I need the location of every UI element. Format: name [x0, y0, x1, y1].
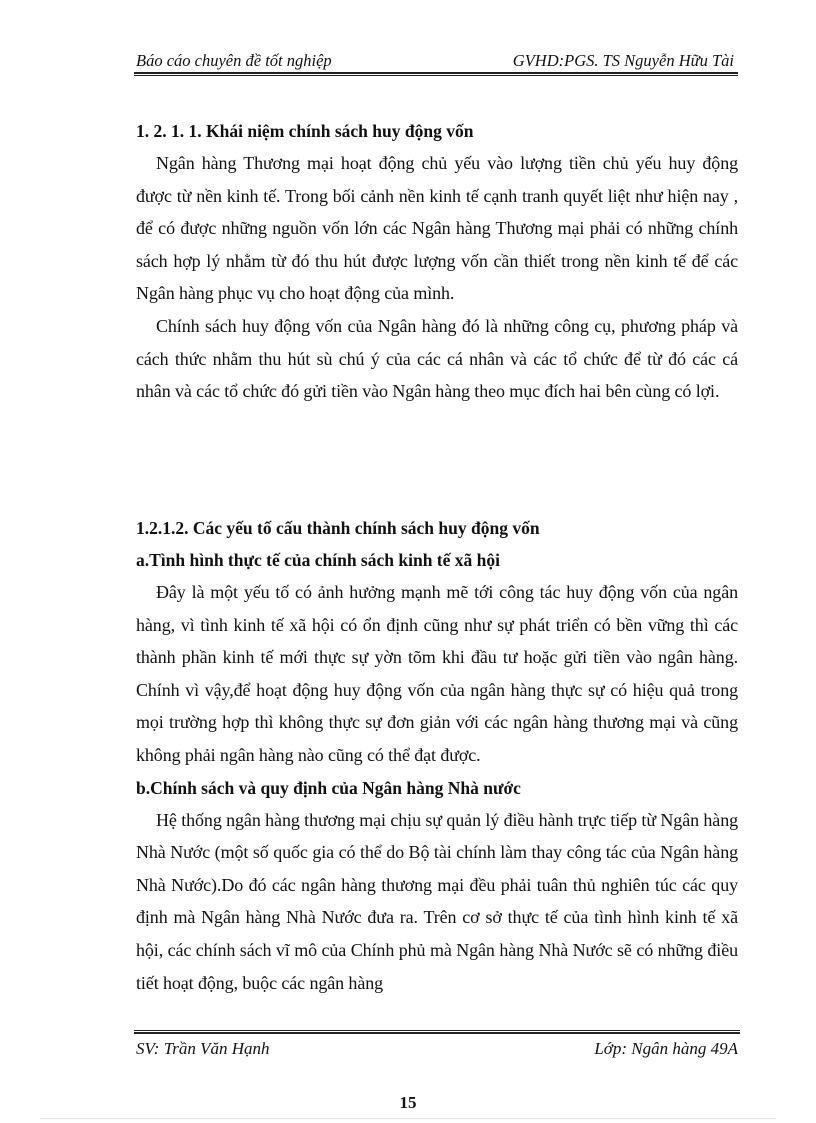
- paragraph: Hệ thống ngân hàng thương mại chịu sự quản lý điều hành trực tiếp từ Ngân hàng Nhà Nước (một số quốc gia có thể do Bộ tài chính làm thay công tác của Ngân hàng Nhà Nước).Do đó các ngân hàng thương mại đều phải tuân thủ nghiên túc các quy định mà Ngân hàng Nhà Nước đưa ra. Trên cơ sở thực tế của tình hình kinh tế xã hội, các chính sách vĩ mô của Chính phủ mà Ngân hàng Nhà Nước sẽ có những điều tiết hoạt động, buộc các ngân hàng: [136, 809, 738, 993]
- paragraph: Chính sách huy động vốn của Ngân hàng đó là những công cụ, phương pháp và cách thức nhằm thu hút sù chú ý của các cá nhân và các tổ chức để từ đó các cá nhân và các tổ chức đó gửi tiền vào Ngân hàng theo mục đích hai bên cùng có lợi.: [136, 315, 738, 402]
- paragraph: Ngân hàng Thương mại hoạt động chủ yếu vào lượng tiền chủ yếu huy động được từ nền kinh tế. Trong bối cảnh nền kinh tế cạnh tranh quyết liệt như hiện nay , để có được những nguồn vốn lớn các Ngân hàng Thương mại phải có những chính sách hợp lý nhằm từ đó thu hút được lượng vốn cần thiết trong nền kinh tế để các Ngân hàng phục vụ cho hoạt động của mình.: [136, 153, 738, 304]
- paragraph: Đây là một yếu tố có ảnh hưởng mạnh mẽ tới công tác huy động vốn của ngân hàng, vì tình kinh tế xã hội có ổn định cũng như sự phát triển có bền vững thì các thành phần kinh tế mới thực sự yờn tõm khi đầu tư hoặc gửi tiền vào ngân hàng. Chính vì vậy,để hoạt động huy động vốn của ngân hàng thực sự có hiệu quả trong mọi trường hợp thì không thực sự đơn giản với các ngân hàng thương mại và cũng không phải ngân hàng nào cũng có thể đạt được.: [136, 582, 738, 765]
- section-heading-1-2-1-2: 1.2.1.2. Các yếu tố cấu thành chính sách huy động vốn: [136, 518, 540, 538]
- section-heading-1-2-1-1: 1. 2. 1. 1. Khái niệm chính sách huy động vốn: [136, 121, 474, 141]
- page-number: 15: [399, 1093, 417, 1112]
- footer-divider: [134, 1030, 740, 1034]
- bottom-border: [40, 1118, 776, 1119]
- page-footer: [134, 1037, 740, 1061]
- header-report-title: Báo cáo chuyên đề tốt nghiệp: [136, 51, 332, 70]
- footer-student-name: SV: Trần Văn Hạnh: [136, 1039, 270, 1058]
- subheading-b: b.Chính sách và quy định của Ngân hàng Nhà nước: [136, 777, 521, 798]
- header-divider: [134, 72, 738, 76]
- section-concept: [136, 115, 738, 408]
- header-supervisor: GVHD:PGS. TS Nguyễn Hữu Tài: [512, 51, 734, 70]
- page-header: [134, 50, 738, 72]
- footer-class-name: Lớp: Ngân hàng 49A: [594, 1039, 738, 1058]
- section-components: [136, 512, 738, 999]
- subheading-a: a.Tình hình thực tế của chính sách kinh tế xã hội: [136, 550, 500, 570]
